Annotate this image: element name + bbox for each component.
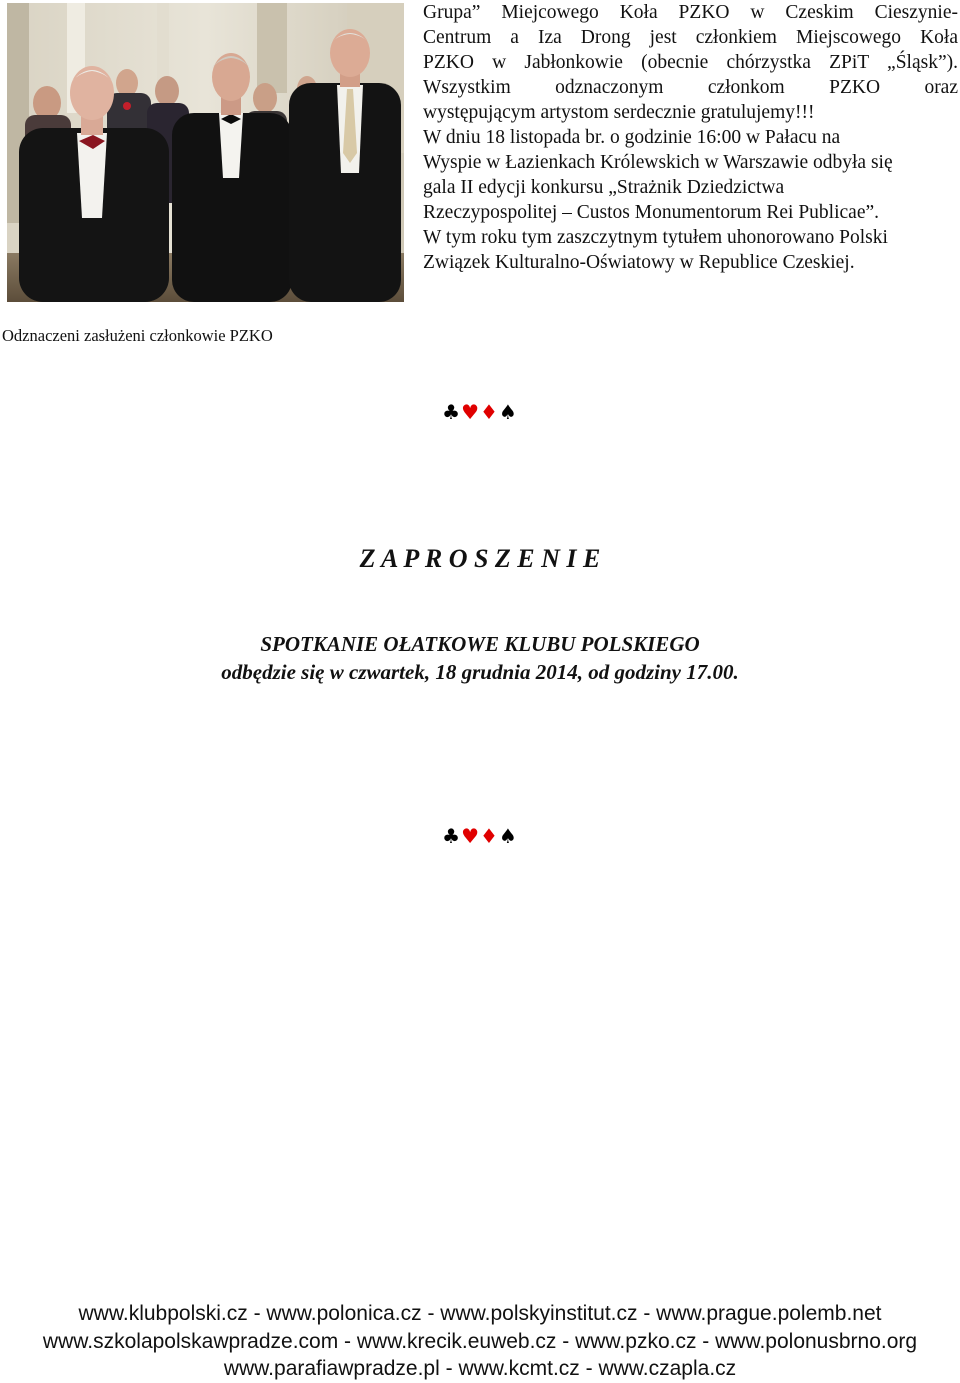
award-photo xyxy=(7,3,404,302)
diamond-icon: ♦ xyxy=(480,400,499,424)
article-line: W dniu 18 listopada br. o godzinie 16:00 w Pałacu na xyxy=(423,127,841,148)
suits-divider xyxy=(0,824,960,848)
footer-links xyxy=(0,1300,960,1383)
meeting-announcement xyxy=(0,630,960,686)
heart-icon: ♥ xyxy=(461,400,480,424)
article-line: Rzeczypospolitej – Custos Monumentorum Rei Publicae”. xyxy=(423,202,880,223)
article-line: Związek Kulturalno-Oświatowy w Republice Czeskiej. xyxy=(423,252,855,273)
photo-caption: Odznaczeni zasłużeni członkowie PZKO xyxy=(2,326,273,345)
article-line: Centrum a Iza Drong jest członkiem Miejscowego Koła xyxy=(423,27,958,48)
heart-icon: ♥ xyxy=(461,824,480,848)
spade-icon: ♠ xyxy=(498,400,518,424)
diamond-icon: ♦ xyxy=(480,824,499,848)
footer-line[interactable]: www.klubpolski.cz - www.polonica.cz - www.polskyinstitut.cz - www.prague.polemb.net xyxy=(78,1302,882,1325)
spade-icon: ♠ xyxy=(498,824,518,848)
article-text xyxy=(423,0,958,275)
club-icon: ♣ xyxy=(442,824,462,848)
article-line: gala II edycji konkursu „Strażnik Dziedzictwa xyxy=(423,177,785,198)
club-icon: ♣ xyxy=(442,400,462,424)
meeting-date: odbędzie się w czwartek, 18 grudnia 2014, od godziny 17.00. xyxy=(221,660,739,684)
footer-line[interactable]: www.szkolapolskawpradze.com - www.krecik.euweb.cz - www.pzko.cz - www.polonusbrno.org xyxy=(42,1329,918,1353)
meeting-title: SPOTKANIE OŁATKOWE KLUBU POLSKIEGO xyxy=(260,632,700,656)
invitation-title: Z A P R O S Z E N I E xyxy=(359,544,601,573)
article-line: Wyspie w Łazienkach Królewskich w Warszawie odbyła się xyxy=(423,152,893,173)
article-line: Wszystkim odznaczonym członkom PZKO oraz xyxy=(423,77,958,98)
footer-line[interactable]: www.parafiawpradze.pl - www.kcmt.cz - www.czapla.cz xyxy=(223,1357,737,1380)
suits-divider xyxy=(0,400,960,424)
article-line: PZKO w Jabłonkowie (obecnie chórzystka ZPiT „Śląsk”). xyxy=(423,52,958,73)
article-line: W tym roku tym zaszczytnym tytułem uhonorowano Polski xyxy=(423,227,888,248)
article-line: występującym artystom serdecznie gratulujemy!!! xyxy=(423,102,815,123)
article-line: Grupa” Miejcowego Koła PZKO w Czeskim Cieszynie- xyxy=(423,2,958,23)
